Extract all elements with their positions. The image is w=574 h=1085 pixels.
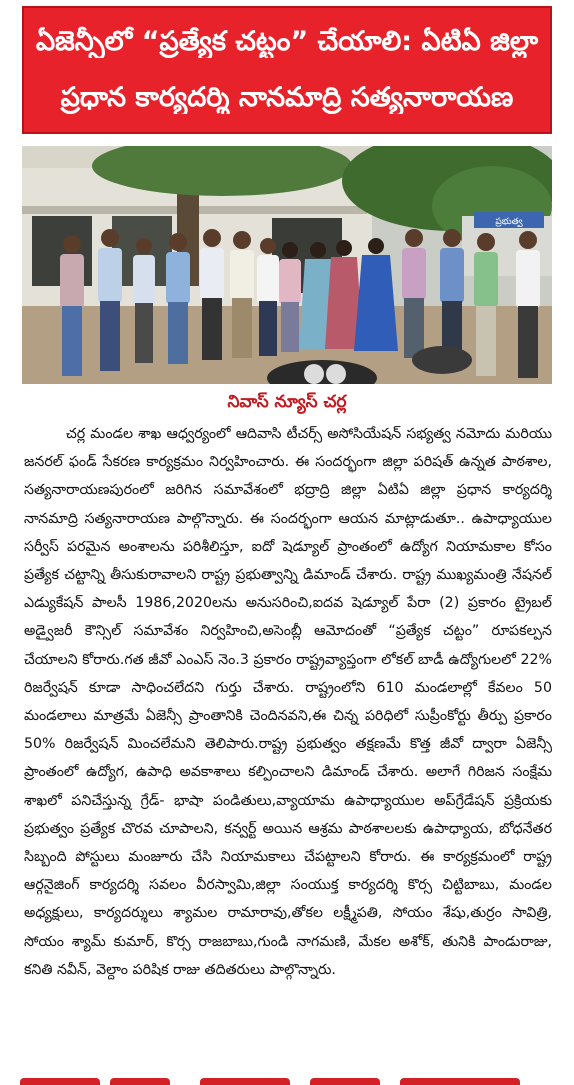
byline: నివాస్ న్యూస్ చర్ల [227, 392, 347, 412]
headline-line-2: ప్రధాన కార్యదర్శి నానమాద్రి సత్యనారాయణ [60, 82, 514, 114]
group-photo [22, 146, 552, 384]
headline-line-1: ఏజెన్సీలో “ప్రత్యేక చట్టం” చేయాలి: ఏటిఏ జిల్లా [35, 26, 539, 58]
article-body: చర్ల మండల శాఖ ఆధ్వర్యంలో ఆదివాసి టీచర్స్ అసోసియేషన్ సభ్యత్వ నమోదు మరియు జనరల్ ఫండ్ సేకరణ కార్యక్రమం నిర్వహించారు. ఈ సందర్భంగా జిల్లా పరిషత్ ఉన్నత పాఠశాల, సత్యనారాయణపురంలో జరిగిన సమావేశంలో భద్రాద్రి జిల్లా ఏటిఏ జిల్లా ప్రధాన కార్యదర్శి నానమాద్రి సత్యనారాయణ పాల్గొన్నారు. ఈ సందర్భంగా ఆయన మాట్లాడుతూ.. ఉపాధ్యాయుల సర్వీస్ పరమైన అంశాలను పరిశీలిస్తూ, ఐదో షెడ్యూల్ ప్రాంతంలో ఉద్యోగ నియామకాల కోసం ప్రత్యేక చట్టాన్ని తీసుకురావాలని రాష్ట్ర ప్రభుత్వాన్ని డిమాండ్ చేశారు. రాష్ట్ర ముఖ్యమంత్రి నేషనల్ ఎడ్యుకేషన్ పాలసీ 1986,2020లను అనుసరించి,ఐదవ షెడ్యూల్ పేరా (2) ప్రకారం ట్రైబల్ అడ్వైజరీ కౌన్సిల్ సమావేశం నిర్వహించి,అసెంబ్లీ ఆమోదంతో “ప్రత్యేక చట్టం” రూపకల్పన చేయాలని కోరారు.గత జీవో ఎంఎస్ నెం.3 ప్రకారం రాష్ట్రవ్యాప్తంగా లోకల్ బాడీ ఉద్యోగులలో 22% రిజర్వేషన్ కూడా సాధించలేదని గుర్తు చేశారు. రాష్ట్రంలోని 610 మండలాల్లో కేవలం 50 మండలాలు మాత్రమే ఏజెన్సీ ప్రాంతానికి చెందినవని,ఈ చిన్న పరిధిలో సుప్రీంకోర్టు తీర్పు ప్రకారం 50% రిజర్వేషన్ మించలేమని తెలిపారు.రాష్ట్ర ప్రభుత్వం తక్షణమే కొత్త జీవో ద్వారా ఏజెన్సీ ప్రాంతంలో ఉద్యోగ, ఉపాధి అవకాశాలు కల్పించాలని డిమాండ్ చేశారు. అలాగే గిరిజన సంక్షేమ శాఖలో పనిచేస్తున్న గ్రేడ్- భాషా పండితులు,వ్యాయామ ఉపాధ్యాయుల అప్‌గ్రేడేషన్ ప్రక్రియకు ప్రభుత్వం ప్రత్యేక చొరవ చూపాలని, కన్వర్ట్ అయిన ఆశ్రమ పాఠశాలలకు ఉపాధ్యాయ, బోధనేతర సిబ్బంది పోస్టులు మంజూరు చేసి నియామకాలు చేపట్టాలని కోరారు. ఈ కార్యక్రమంలో రాష్ట్ర ఆర్గనైజింగ్ కార్యదర్శి సవలం వీరస్వామి,జిల్లా సంయుక్త కార్యదర్శి కొర్స చిట్టిబాబు, మండల అధ్యక్షులు, కార్యదర్శులు శ్యామల రామారావు,తోకల లక్ష్మీపతి, సోయం శేషు,తుర్రం సావిత్రి, సోయం శ్యామ్ కుమార్, కొర్స రాజబాబు,గుండి నాగమణి, మేకల అశోక్, తునికి పాండురాజు, కనితి నవీన్, వెల్దాం పరిషిక రాజు తదితరులు పాల్గొన్నారు. [24, 426, 552, 978]
photo-sign-text: ప్రభుత్వ [495, 217, 523, 227]
headline-banner [22, 6, 552, 134]
next-headline-strip [0, 1075, 574, 1085]
